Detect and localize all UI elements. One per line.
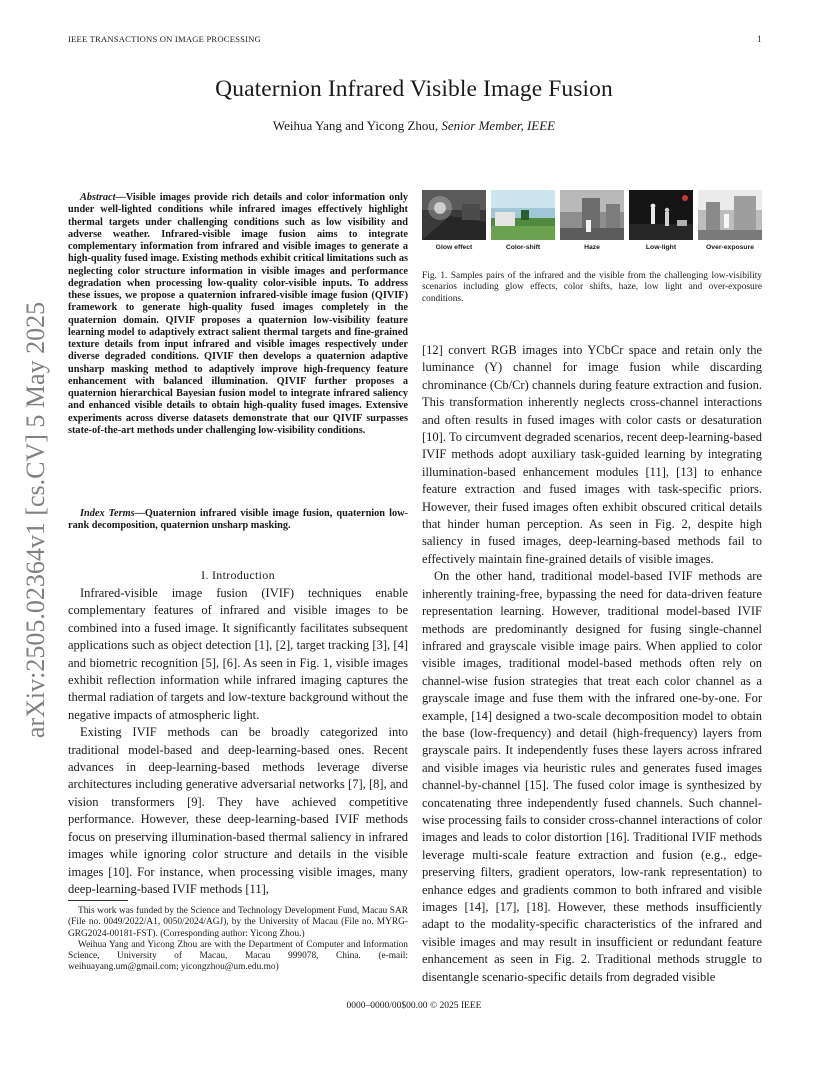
haze-image (560, 190, 624, 240)
panel-label: Over-exposure (706, 244, 754, 251)
glow-effect-image (422, 190, 486, 240)
figure-1 (422, 190, 762, 251)
abstract (68, 192, 408, 437)
figure-panel-glow (422, 190, 486, 251)
intro-paragraph: Infrared-visible image fusion (IVIF) techniques enable complementary features of infrared and visible images to be combined into a fused image. It significantly facilitates subsequent applications such as object detection [1], [2], target tracking [3], [4] and biometric recognition [5], [6]. As seen in Fig. 1, visible images exhibit reflection information while infrared imaging captures the thermal radiation of targets and low-texture background without the negative impacts of atmospheric light. (68, 586, 408, 722)
funding-footnote: This work was funded by the Science and Technology Development Fund, Macau SAR (File no. 0049/2022/A1, 0050/2024/AGJ), by the University of Macau (File no. MYRG-GRG2024-00181-FST). (Corresponding author: Yicong Zhou.) (68, 906, 408, 939)
intro-paragraph: Existing IVIF methods can be broadly categorized into traditional model-based and deep-learning-based ones. Recent advances in deep-learning-based methods leverage diverse architectures including generative adversarial networks [7], [8], and vision transformers [9]. They have achieved competitive performance. However, these deep-learning-based IVIF methods focus on preserving illumination-based thermal saliency in infrared images while ignoring color structure and details in the visible images [10]. For instance, when processing visible images, many deep-learning-based IVIF methods [11], (68, 725, 408, 896)
index-terms (68, 508, 408, 533)
intro-body (68, 585, 408, 898)
arxiv-stamp[interactable]: arXiv:2505.02364v1 [cs.CV] 5 May 2025 (21, 301, 50, 739)
panel-label: Color-shift (505, 244, 541, 251)
index-terms-label: Index Terms (80, 508, 135, 519)
author-names: Weihua Yang and Yicong Zhou, (272, 118, 442, 133)
figure-caption: Fig. 1. Samples pairs of the infrared and the visible from the challenging low-visibility scenarios including glow effects, color shifts, haze, low light and over-exposure conditions. (422, 271, 762, 304)
figure-panel-low-light (629, 190, 693, 251)
right-column-body (422, 342, 762, 986)
running-header: IEEE TRANSACTIONS ON IMAGE PROCESSING (68, 34, 261, 44)
author-membership: Senior Member, IEEE (441, 118, 556, 133)
page-number: 1 (757, 34, 762, 44)
abstract-label: Abstract (80, 192, 116, 203)
figure-panel-color-shift (491, 190, 555, 251)
paper-title: Quaternion Infrared Visible Image Fusion (215, 76, 613, 102)
panel-label: Haze (584, 244, 600, 251)
affiliation-footnote: Weihua Yang and Yicong Zhou are with the Department of Computer and Information Science, University of Macau, Macau 999078, China. (e-mail: weihuayang.um@gmail.com; yicongzhou@um.edu.mo) (68, 939, 408, 973)
body-paragraph: On the other hand, traditional model-based IVIF methods are inherently training-free, bypassing the need for data-driven feature representation learning. However, traditional model-based IVIF methods are predominantly designed for fusing single-channel infrared and grayscale visible image pairs. When applied to color visible images, traditional model-based methods often rely on channel-wise fusion strategies that treat each color channel as a grayscale image and fuse them with the infrared one-by-one. For example, [14] designed a two-scale decomposition model to obtain the base (low-frequency) and detail (high-frequency) layers from grayscale pairs. It independently fuses these layers across infrared and visible images via heuristic rules and generates fused images channel-by-channel [15]. The fused color image is synthesized by concatenating three independently fused channels. Such channel-wise processing fails to consider cross-channel interactions of color images and leads to color distortion [16]. Traditional IVIF methods leverage multi-scale feature extraction and fusion (e.g., edge-preserving filters, gradient operators, low-rank representation) to enhance edges and gradients common to both infrared and visible images [14], [17], [18]. However, these methods insufficiently adapt to the modality-specific characteristics of the infrared and visible images and may result in insufficient or redundant feature enhancement as seen in Fig. 2. Traditional methods struggle to disentangle scenario-specific details from degraded visible (422, 569, 762, 984)
index-terms-text: —Quaternion infrared visible image fusion, quaternion low-rank decomposition, quaternion unsharp masking. (68, 508, 408, 532)
footnotes (68, 906, 408, 974)
figure-panels (422, 190, 762, 251)
section-heading: I. Introduction (201, 568, 275, 582)
copyright-line: 0000–0000/00$00.00 © 2025 IEEE (346, 1001, 482, 1011)
low-light-image (629, 190, 693, 240)
color-shift-image (491, 190, 555, 240)
figure-panel-haze (560, 190, 624, 251)
panel-label: Glow effect (435, 244, 473, 251)
over-exposure-image (698, 190, 762, 240)
author-line (0, 118, 828, 134)
body-paragraph: [12] convert RGB images into YCbCr space and retain only the luminance (Y) channel for image fusion while discarding chrominance (Cb/Cr) channels during feature extraction and fusion. This transformation inherently neglects cross-channel interactions and often results in fused images with color casts or desaturation [10]. To circumvent degraded scenarios, recent deep-learning-based IVIF methods adopt auxiliary task-guided learning by integrating illumination-based enhancement modules [11], [13] to enhance feature extraction and fused images with task-specific priors. However, their fused images often exhibit obscured critical details that hinder human perception. As seen in Fig. 2, despite high saliency in fused images, deep-learning-based methods fail to effectively maintain fine-grained details of visible images. (422, 343, 762, 566)
abstract-text: —Visible images provide rich details and color information only under well-lighted conditions while infrared images effectively highlight thermal targets under challenging conditions such as low visibility and adverse weather. Infrared-visible image fusion aims to integrate complementary information from infrared and visible images to generate a high-quality fused image. Existing methods exhibit critical limitations such as neglecting color structure information in visible images and performance degradation when processing low-quality color-visible inputs. To address these issues, we propose a quaternion infrared-visible image fusion (QIVIF) framework to generate high-quality fused images completely in the quaternion domain. QIVIF proposes a quaternion low-visibility feature learning model to adaptively extract salient thermal targets and fine-grained texture details from input infrared and visible images respectively under diverse degraded conditions. QIVIF then develops a quaternion adaptive unsharp masking method to adaptively improve high-frequency feature enhancement with balanced illumination. QIVIF further proposes a quaternion hierarchical Bayesian fusion model to integrate infrared saliency and enhanced visible details to obtain high-quality fused images. Extensive experiments across diverse datasets demonstrate that our QIVIF surpasses state-of-the-art methods under challenging low-visibility conditions. (68, 192, 408, 436)
footnote-rule (68, 900, 128, 901)
panel-label: Low-light (645, 244, 677, 251)
figure-panel-over-exposure (698, 190, 762, 251)
